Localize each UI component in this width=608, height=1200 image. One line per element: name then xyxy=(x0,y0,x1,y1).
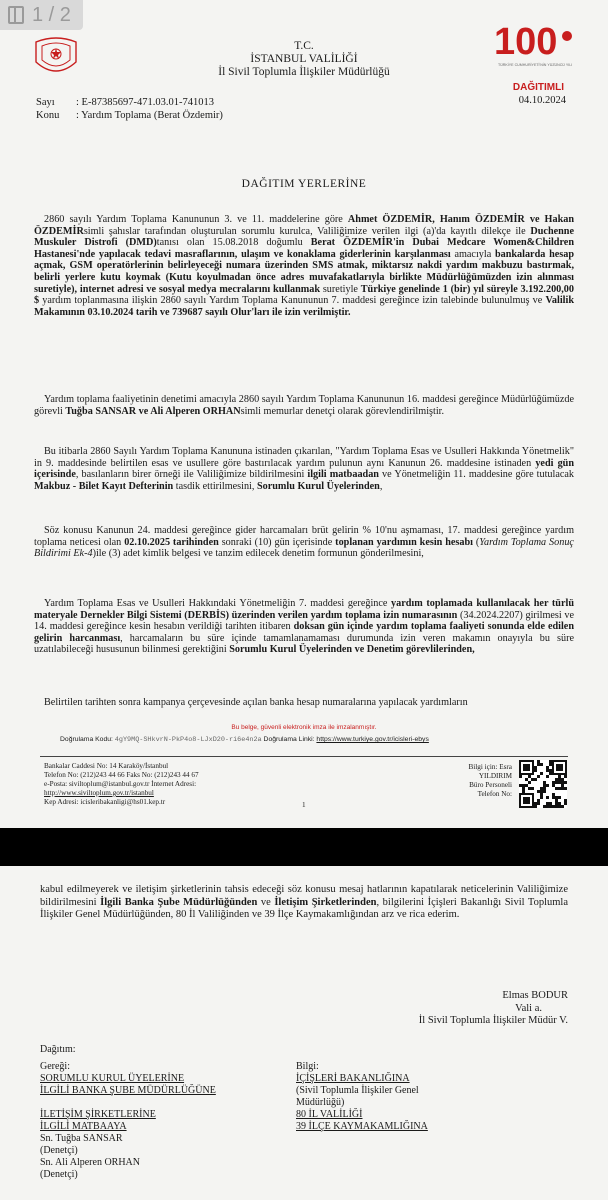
distribution-item: Müdürlüğü) xyxy=(296,1097,345,1108)
letterhead-line-2: İSTANBUL VALİLİĞİ xyxy=(250,53,358,65)
paragraph-1 xyxy=(34,214,574,318)
verification-link[interactable]: https://www.turkiye.gov.tr/icisleri-ebys xyxy=(316,736,429,743)
page-indicator-text: 1 / 2 xyxy=(32,3,71,26)
verification-code-label: Doğrulama Kodu: xyxy=(60,736,113,743)
text-run: suretiyle xyxy=(320,283,361,295)
text-run: simli memurlar denetçi olarak görevlendirilmiştir. xyxy=(240,405,445,417)
text-run: , basılanların birer örneği ile Valiliğimize bildirilmesini xyxy=(75,469,308,481)
page-indicator[interactable] xyxy=(0,0,83,30)
text-run: Söz konusu Kanunun 24. maddesi gereğince gider harcamaları brüt gelirin % 10'nu aşmaması, 17. maddesi gereğince yardım toplama neticesi olan xyxy=(34,525,574,548)
text-run: Duchenne Muskuler Distrofi (DMD) xyxy=(34,225,574,249)
distribution-item: 80 İL VALİLİĞİ xyxy=(296,1109,363,1120)
text-run: Valilik Makamının 03.10.2024 tarih ve 739687 sayılı Olur'ları ile izin verilmiştir. xyxy=(34,295,574,318)
logo-text: 100 xyxy=(494,21,558,63)
verification-code: 4gY9MQ-SHkvrN-PkP4o8-LJxD20-ri6e4n2a xyxy=(114,736,262,744)
text-run: yardım toplamada kullanılacak her türlü materyale Dernekler Bilgi Sistemi (DERBİS) üzerinden verilen yardım toplama izin numarasının xyxy=(34,598,574,621)
info-phone: Telefon No: xyxy=(477,790,512,798)
text-run: İlgili Banka Şube Müdürlüğünden xyxy=(100,896,258,908)
paragraph-4 xyxy=(34,525,574,560)
paragraph-6 xyxy=(34,697,574,709)
text-run: )ile (3) adet kimlik belgesi ve tanzim edilecek denetim formunun gönderilmesini, xyxy=(92,548,424,560)
text-run: Tuğba SANSAR ve Ali Alperen ORHAN xyxy=(65,405,241,417)
text-run: 02.10.2025 tarihinden xyxy=(124,536,219,548)
text-run: İletişim Şirketlerinden xyxy=(274,896,377,908)
letterhead-line-3: İl Sivil Toplumla İlişkiler Müdürlüğü xyxy=(218,66,390,78)
distribution-item: 39 İLÇE KAYMAKAMLIĞINA xyxy=(296,1121,428,1132)
paragraph-2 xyxy=(34,394,574,417)
distribution-item: İÇİŞLERİ BAKANLIĞINA xyxy=(296,1073,410,1084)
distribution-item: (Denetçi) xyxy=(40,1145,78,1156)
text-run: Sorumlu Kurul Üyelerinden ve Denetim görevlilerinden, xyxy=(229,644,475,656)
text-run: yardım toplanmasına ilişkin 2860 sayılı Yardım Toplama Kanununun 7. maddesi gereğince izin talebinde bulunulmuş ve xyxy=(39,295,546,307)
text-run: amacıyla xyxy=(450,248,495,260)
text-run: Türkiye genelinde 1 (bir) yıl süreyle 3.192.200,00 $ xyxy=(34,283,574,307)
distribution-item: İLGİLİ BANKA ŞUBE MÜDÜRLÜĞÜNE xyxy=(40,1085,216,1096)
text-run: ilgili matbaadan xyxy=(307,469,379,481)
letterhead-line-1: T.C. xyxy=(294,40,314,52)
text-run: Makbuz - Bilet Kayıt Defterinin xyxy=(34,480,174,492)
distribution-item: Sn. Ali Alperen ORHAN xyxy=(40,1157,140,1168)
text-run: Bu itibarla 2860 Sayılı Yardım Toplama Kanununa istinaden çıkarılan, "Yardım Toplama Esas ve Usulleri Hakkında Yönetmelik" in 9. maddesinde belirtilen esas ve usullere göre bastırılacak yardım pulunun aynı Kanunun 26. maddesine istinaden xyxy=(34,446,574,469)
konu-value: : Yardım Toplama (Berat Özdemir) xyxy=(76,110,223,121)
info-role: Büro Personeli xyxy=(469,781,512,789)
text-run: Yardım toplama faaliyetinin denetimi amacıyla 2860 sayılı Yardım Toplama Kanununun 16. maddesi gereğince Müdürlüğümüzde görevli xyxy=(34,394,574,417)
subject-row xyxy=(36,110,223,121)
distribution-item: Sn. Tuğba SANSAR xyxy=(40,1133,123,1144)
signer-line2: Vali a. xyxy=(515,1002,542,1014)
bilgi-list xyxy=(296,1061,428,1133)
distribution-heading: Dağıtım: xyxy=(40,1044,76,1055)
signer-name: Elmas BODUR xyxy=(502,990,568,1001)
text-run: (34.2024.2207) girilmesi ve 14. maddesi gereğince kesin hesabın verildiği tarihten itibaren xyxy=(34,609,574,633)
footer-phone: Telefon No: (212)243 44 66 Faks No: (212)243 44 67 xyxy=(44,771,199,779)
signature-block xyxy=(419,990,568,1028)
logo-caption: TÜRKİYE CUMHURİYETİ'NİN YÜZÜNCÜ YILI xyxy=(498,63,573,67)
text-run: ve Yönetmeliğin 11. maddesine göre tutulacak xyxy=(378,469,575,481)
text-run: simli şahıslar tarafından oluşturulan sorumlu kurulca, Valiliğimize verilen ilgi (a)'da kayıtlı dilekçe ile xyxy=(83,225,531,237)
qr-code-icon xyxy=(519,760,567,808)
centennial-logo xyxy=(492,14,578,74)
konu-label: Konu xyxy=(36,110,60,121)
text-run: ( xyxy=(472,536,480,548)
distribution-item: İLETİŞİM ŞİRKETLERİNE xyxy=(40,1109,156,1120)
reference-number-row xyxy=(36,97,214,108)
text-run: Belirtilen tarihten sonra kampanya çerçevesinde açılan banka hesap numaralarına yapılacak yardımların xyxy=(44,697,468,708)
text-run: Yardım Toplama Esas ve Usulleri Hakkındaki Yönetmeliğin 7. maddesi gereğince xyxy=(44,598,392,609)
gereği-list xyxy=(40,1061,216,1181)
footer-info xyxy=(440,763,512,799)
text-run: doksan gün içinde yardım toplama faaliyeti sonunda elde edilen gelirin harcanması xyxy=(34,621,574,644)
text-run: ve xyxy=(257,896,275,908)
distribution-stamp: DAĞITIMLI xyxy=(512,82,564,93)
text-run: Yardım Toplama Sonuç Bildirimi Ek-4 xyxy=(34,536,574,560)
sayi-value: : E-87385697-471.03.01-741013 xyxy=(76,97,214,108)
page-number: 1 xyxy=(302,801,306,809)
text-run: Sorumlu Kurul Üyelerinden xyxy=(256,480,380,492)
distribution-item: SORUMLU KURUL ÜYELERİNE xyxy=(40,1073,185,1084)
e-signature-notice: Bu belge, güvenli elektronik imza ile imzalanmıştır. xyxy=(231,724,377,731)
text-run: , bilgilerini İçişleri Bakanlığı Sivil Toplumla İlişkiler Genel Müdürlüğünden, 80 İl Valiliğinden ve 39 İlçe Kaymakamlığından arz ve rica ederim. xyxy=(40,896,568,921)
footer-email: e-Posta: siviltoplum@istanbul.gov.tr İnternet Adresi: xyxy=(44,780,197,788)
text-run: sonraki (10) gün içerisinde xyxy=(218,536,336,548)
gereği-items xyxy=(40,1073,216,1181)
text-run: yedi gün içerisinde xyxy=(34,457,575,481)
distribution-item: (Sivil Toplumla İlişkiler Genel xyxy=(296,1085,419,1096)
document-date: 04.10.2024 xyxy=(518,95,566,106)
info-contact: Bilgi için: Esra YILDIRIM xyxy=(468,763,512,780)
verification-line xyxy=(60,736,429,744)
distribution-item: (Denetçi) xyxy=(40,1169,78,1180)
paragraph-5 xyxy=(34,598,574,656)
text-run: toplanan yardımın kesin hesabı xyxy=(335,536,473,548)
text-run: Berat ÖZDEMİR'in Dubai Medcare Women&Children Hastanesi'nde yapılacak tedavi masraflarının, ulaşım ve konaklama giderlerinin karşılanması xyxy=(34,237,574,260)
text-run: , harcamaların bu süre içinde tamamlanamaması durumunda izin veren makamın onayıyla bu süre uzatılabileceği hususunun bilinmesi gerektiğini xyxy=(34,632,574,656)
bilgi-label: Bilgi: xyxy=(296,1061,319,1072)
distribution-item: İLGİLİ MATBAAYA xyxy=(40,1121,127,1132)
sayi-label: Sayı xyxy=(36,97,55,108)
footer-kep: Kep Adresi: icisleribakanligi@hs01.kep.tr xyxy=(44,798,166,806)
text-run: bankalarda hesap açmak, GSM operatörlerinin belirleyeceği numara üzerinden SMS atmak, miktarsız nakdi yardım makbuzu bastırmak, belirli yerlere kutu koymak (Kutu koyulmadan önce adres muvafakatlarıyla birlikte Müdürlüğümüzden izin alınması suretiyle), internet adresi ve sosyal medya mecralarını kullanmak xyxy=(34,248,574,295)
addressee-title: DAĞITIM YERLERİNE xyxy=(241,178,367,190)
signer-title: İl Sivil Toplumla İlişkiler Müdür V. xyxy=(418,1015,568,1027)
text-run: , xyxy=(379,480,383,492)
text-run: tasdik ettirilmesini, xyxy=(173,480,257,492)
text-run: 2860 sayılı Yardım Toplama Kanununun 3. ve 11. maddelerine göre xyxy=(44,214,348,225)
text-run: kabul edilmeyerek ve iletişim şirketlerinin tahsis edeceği söz konusu mesaj hatlarının kapatılarak neticelerinin Valiliğimize bildirilmesini xyxy=(40,884,568,908)
verification-link-label: Doğrulama Linki: xyxy=(263,736,315,743)
footer-contact xyxy=(44,762,199,807)
continuation-paragraph xyxy=(40,884,568,922)
paragraph-3 xyxy=(34,446,574,492)
gereği-label: Gereği: xyxy=(40,1061,70,1072)
footer-address: Bankalar Caddesi No: 14 Karaköy/İstanbul xyxy=(44,762,169,770)
text-run: Ahmet ÖZDEMİR, Hanım ÖZDEMİR ve Hakan ÖZDEMİR xyxy=(34,214,574,237)
bookmark-icon xyxy=(8,6,24,24)
distribution-item xyxy=(40,1097,216,1109)
text-run: tanısı olan 15.08.2018 doğumlu xyxy=(156,237,311,249)
bilgi-items xyxy=(296,1073,428,1133)
footer-divider xyxy=(40,756,568,757)
footer-web[interactable]: http://www.siviltoplum.gov.tr/istanbul xyxy=(44,789,154,797)
